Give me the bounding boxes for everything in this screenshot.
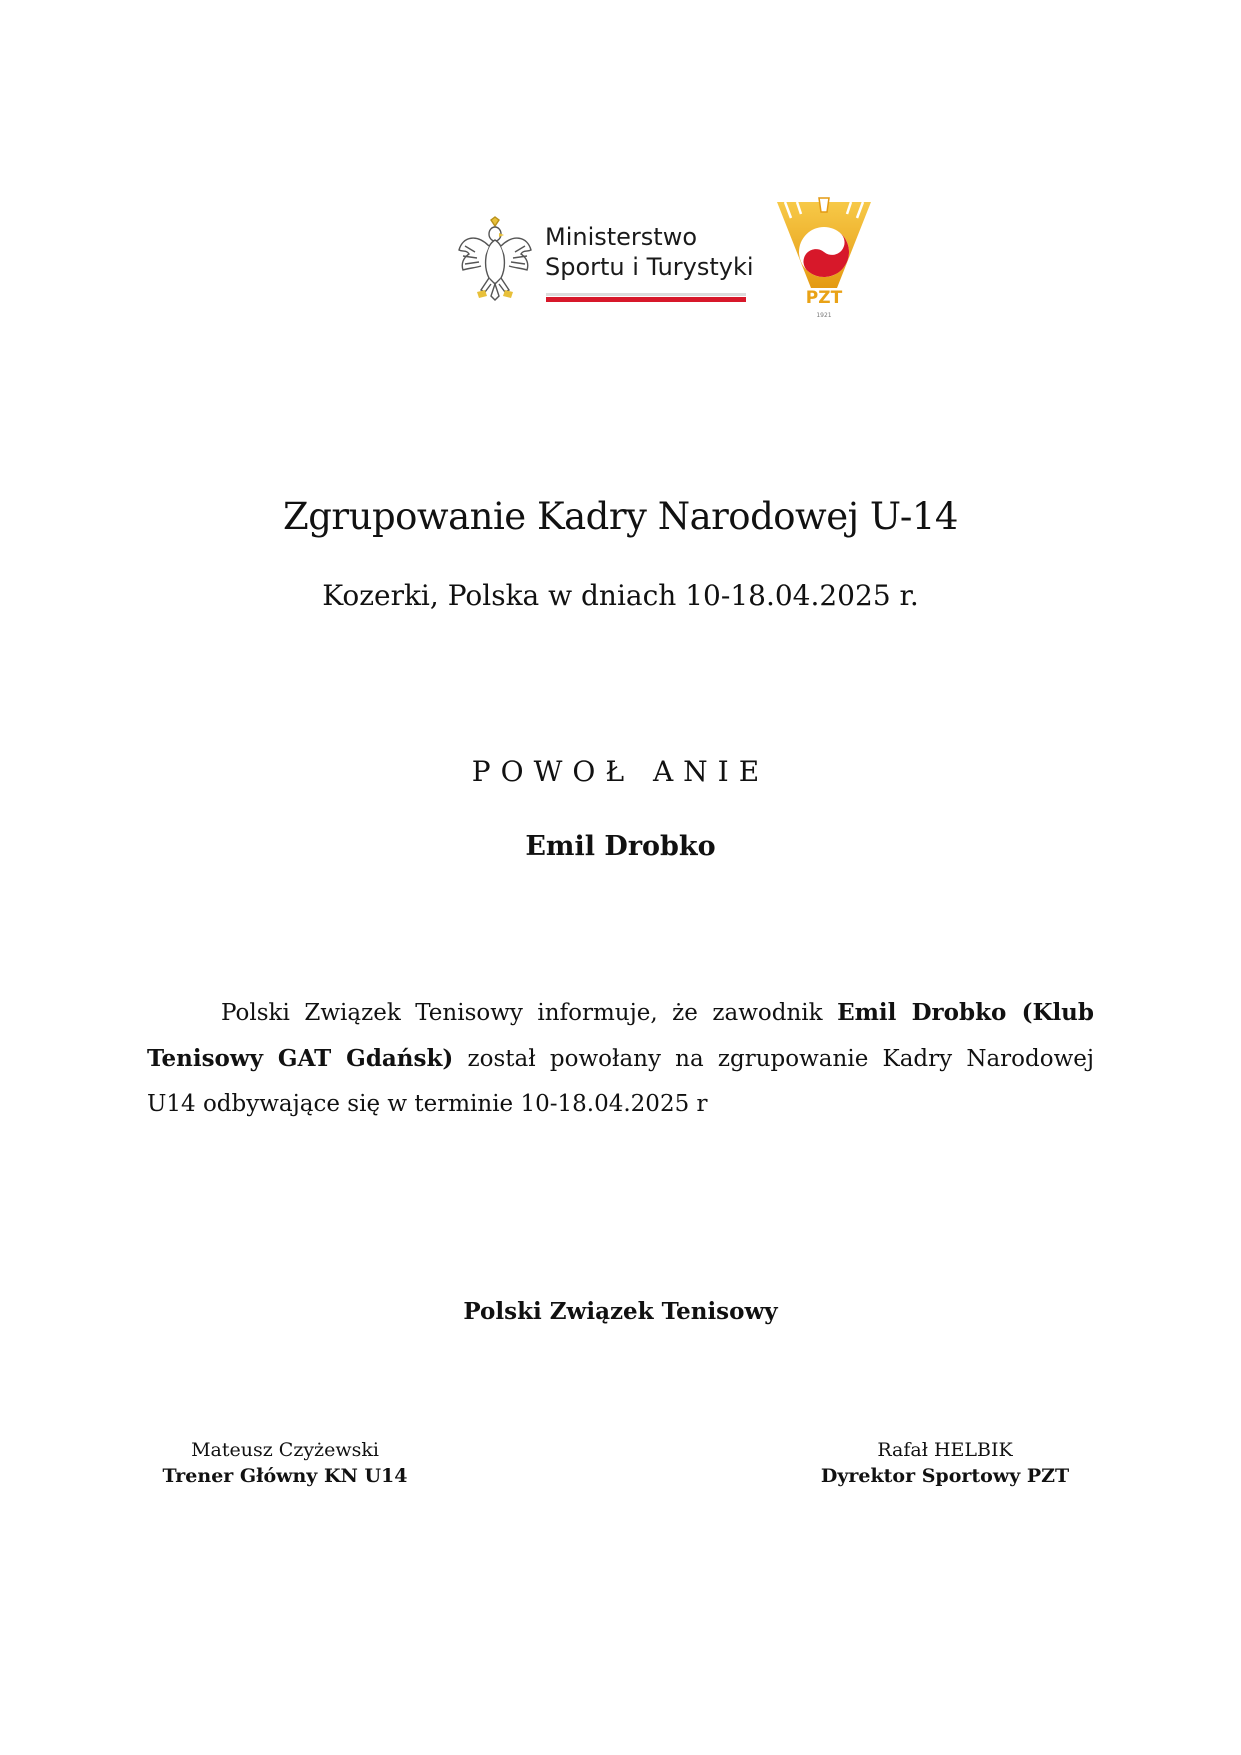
pzt-logo-icon — [775, 196, 873, 320]
body-part-2: został powołany na zgrupowanie Kadry Narodowej U14 odbywające się w terminie 10-18.04.2025 r — [147, 1046, 1095, 1117]
flag-bar — [546, 293, 746, 303]
organization-name: Polski Związek Tenisowy — [463, 1298, 778, 1325]
header-logos — [455, 196, 875, 320]
document-title: Zgrupowanie Kadry Narodowej U-14 — [283, 495, 958, 538]
ministry-line-2: Sportu i Turystyki — [545, 253, 754, 281]
ministry-name — [545, 222, 754, 282]
eagle-emblem-icon — [455, 216, 535, 304]
signature-left-role: Trener Główny KN U14 — [162, 1465, 408, 1487]
pzt-logo-text: PZT — [805, 288, 843, 308]
signature-left — [140, 1437, 430, 1489]
person-name: Emil Drobko — [525, 831, 716, 862]
body-part-1: Polski Związek Tenisowy informuje, że zawodnik — [221, 1000, 838, 1026]
ministry-line-1: Ministerstwo — [545, 223, 698, 251]
signature-right — [780, 1437, 1110, 1489]
signature-right-name: Rafał HELBIK — [877, 1439, 1013, 1461]
body-paragraph — [147, 990, 1094, 1127]
document-subtitle: Kozerki, Polska w dniach 10-18.04.2025 r. — [322, 579, 919, 612]
body-bold-part: Emil Drobko (Klub Tenisowy GAT Gdańsk) — [147, 999, 1094, 1072]
flag-red-stripe — [546, 297, 746, 302]
pzt-logo-year: 1921 — [816, 312, 832, 319]
ministry-logo — [455, 216, 754, 306]
flag-white-stripe — [546, 293, 746, 296]
signature-left-name: Mateusz Czyżewski — [191, 1439, 379, 1461]
signature-right-role: Dyrektor Sportowy PZT — [820, 1465, 1070, 1487]
document-heading: POWOŁ ANIE — [471, 755, 770, 788]
